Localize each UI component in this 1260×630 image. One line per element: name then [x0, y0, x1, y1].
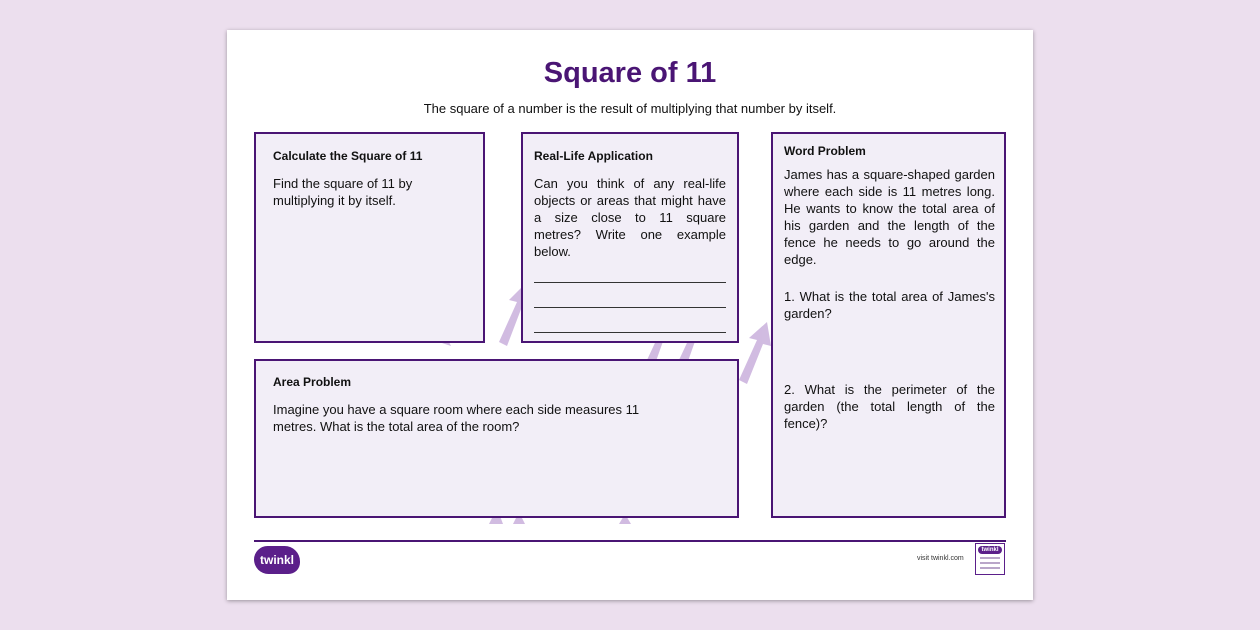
twinkl-logo[interactable]: twinkl [254, 546, 300, 574]
word-problem-question-1: 1. What is the total area of James's garden? [784, 289, 995, 321]
area-problem-box [254, 359, 739, 518]
answer-line-1[interactable] [534, 282, 726, 283]
real-life-application-box [521, 132, 739, 343]
page-subtitle: The square of a number is the result of multiplying that number by itself. [423, 101, 837, 116]
area-problem-heading: Area Problem [273, 375, 352, 389]
word-problem-box [771, 132, 1006, 518]
page-title: Square of 11 [543, 57, 717, 89]
word-problem-heading: Word Problem [784, 144, 866, 158]
real-life-heading: Real-Life Application [534, 149, 653, 163]
visit-link[interactable]: visit twinkl.com [917, 555, 964, 562]
word-problem-body: James has a square-shaped garden where each side is 11 metres long. He wants to know the total area of his garden and the length of the fence he needs to go around the edge. [784, 167, 995, 267]
badge-label: twinkl [978, 546, 1002, 554]
worksheet-page [227, 30, 1033, 600]
calculate-square-box [254, 132, 485, 343]
footer-divider [254, 540, 1006, 542]
answer-line-2[interactable] [534, 307, 726, 308]
area-problem-body: Imagine you have a square room where each side measures 11 metres. What is the total area of the room? [273, 402, 640, 434]
calculate-heading: Calculate the Square of 11 [273, 149, 423, 163]
word-problem-question-2: 2. What is the perimeter of the garden (the total length of the fence)? [784, 382, 995, 431]
calculate-body: Find the square of 11 by multiplying it by itself. [273, 176, 413, 208]
quality-badge-icon [975, 543, 1005, 575]
real-life-body: Can you think of any real-life objects or areas that might have a size close to 11 square metres? Write one example below. [534, 176, 726, 259]
answer-line-3[interactable] [534, 332, 726, 333]
